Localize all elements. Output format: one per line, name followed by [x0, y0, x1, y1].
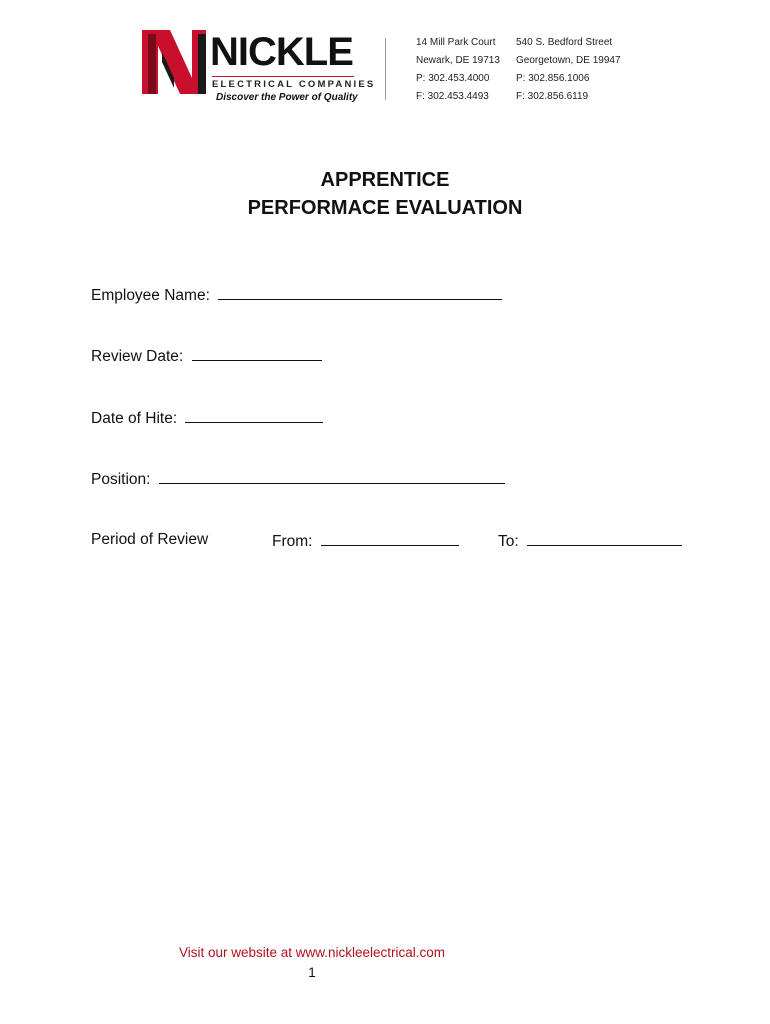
fax-line: F: 302.453.4493: [416, 91, 489, 102]
review-date-row: [91, 346, 322, 366]
position-row: [91, 469, 505, 489]
employee-name-row: [91, 285, 502, 305]
to-row: [498, 531, 682, 551]
address-line: Georgetown, DE 19947: [516, 55, 621, 66]
address-line: Newark, DE 19713: [416, 55, 500, 66]
phone-line: P: 302.453.4000: [416, 73, 490, 84]
review-date-label: Review Date:: [91, 348, 184, 365]
to-label: To:: [498, 533, 519, 550]
period-of-review-label: Period of Review: [91, 531, 209, 548]
address-line: 540 S. Bedford Street: [516, 37, 613, 48]
employee-name-field[interactable]: [218, 285, 502, 300]
date-of-hire-field[interactable]: [185, 408, 323, 423]
office-address-newark: [416, 34, 500, 106]
from-date-field[interactable]: [321, 531, 459, 546]
nickle-n-logo-icon: [140, 28, 210, 96]
phone-line: P: 302.856.1006: [516, 73, 590, 84]
header-divider: [385, 38, 386, 100]
document-title-line-1: APPRENTICE: [320, 169, 450, 191]
brand-name: NICKLE: [210, 30, 353, 74]
document-title-line-2: PERFORMACE EVALUATION: [247, 197, 523, 219]
address-line: 14 Mill Park Court: [416, 37, 496, 48]
to-date-field[interactable]: [527, 531, 682, 546]
page-number: 1: [308, 965, 316, 980]
fax-line: F: 302.856.6119: [516, 91, 589, 102]
date-of-hire-label: Date of Hite:: [91, 410, 178, 427]
review-date-field[interactable]: [192, 346, 322, 361]
position-field[interactable]: [159, 469, 505, 484]
office-address-georgetown: [516, 34, 621, 106]
brand-subtitle: ELECTRICAL COMPANIES: [212, 76, 354, 90]
employee-name-label: Employee Name:: [91, 287, 210, 304]
website-link[interactable]: Visit our website at www.nickleelectrical.com: [178, 945, 446, 960]
position-label: Position:: [91, 471, 151, 488]
brand-tagline: Discover the Power of Quality: [216, 92, 358, 103]
company-logo: [140, 28, 376, 106]
date-of-hire-row: [91, 408, 323, 428]
from-row: [272, 531, 459, 551]
from-label: From:: [272, 533, 313, 550]
